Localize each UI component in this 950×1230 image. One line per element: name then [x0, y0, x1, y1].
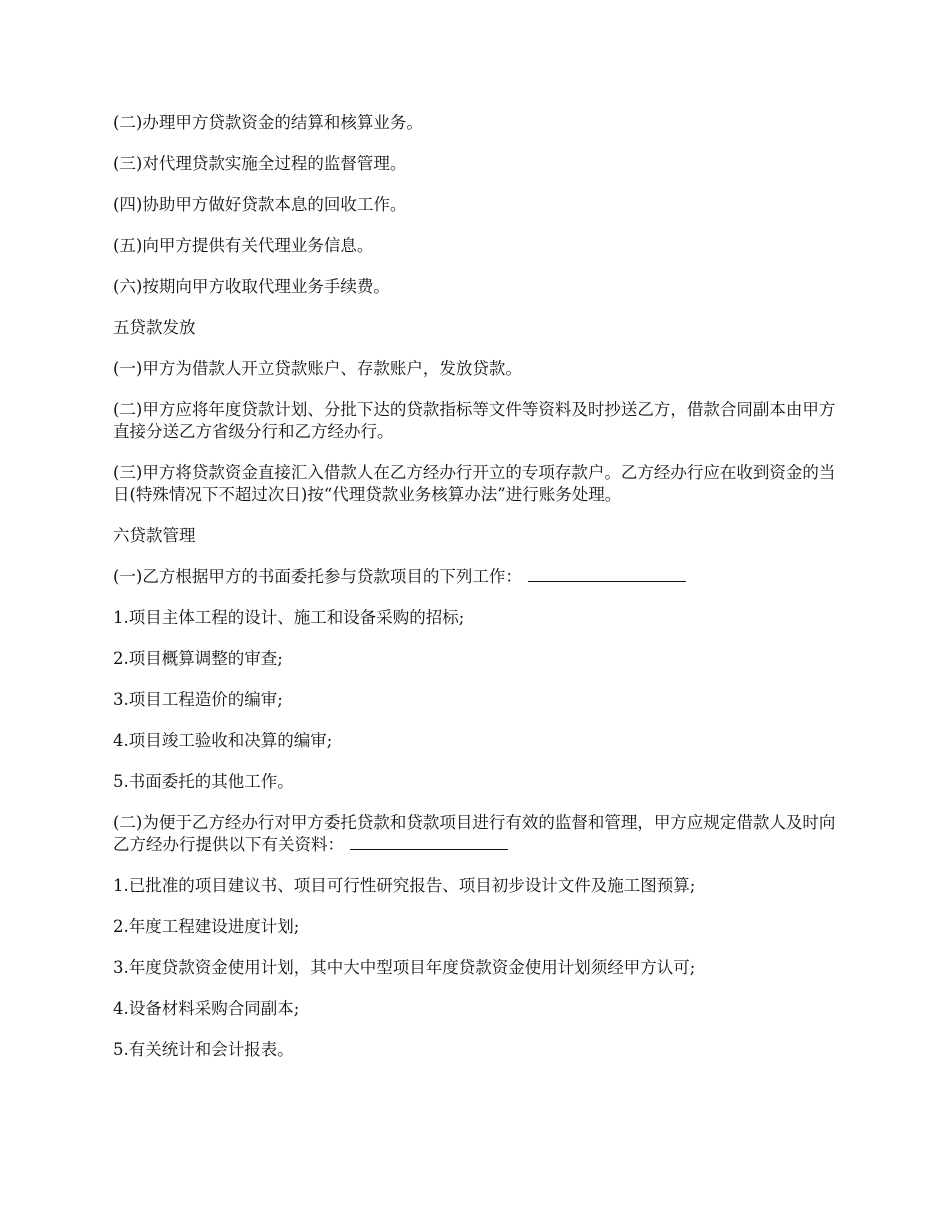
document-body	[113, 112, 837, 1080]
section-heading: 五贷款发放	[113, 318, 196, 337]
paragraph: (五)向甲方提供有关代理业务信息。	[113, 236, 374, 255]
list-item: 1.已批准的项目建议书、项目可行性研究报告、项目初步设计文件及施工图预算;	[113, 876, 696, 895]
list-item: 5.有关统计和会计报表。	[113, 1040, 294, 1059]
list-item: 3.年度贷款资金使用计划，其中大中型项目年度贷款资金使用计划须经甲方认可;	[113, 958, 696, 977]
list-item: 5.书面委托的其他工作。	[113, 772, 294, 791]
paragraph: (一)乙方根据甲方的书面委托参与贷款项目的下列工作：	[113, 566, 837, 588]
paragraph: (一)甲方为借款人开立贷款账户、存款账户，发放贷款。	[113, 359, 522, 378]
list-item: 4.项目竣工验收和决算的编审;	[113, 731, 333, 750]
list-item: 1.项目主体工程的设计、施工和设备采购的招标;	[113, 608, 465, 627]
paragraph: (三)对代理贷款实施全过程的监督管理。	[113, 154, 407, 173]
paragraph: (三)甲方将贷款资金直接汇入借款人在乙方经办行开立的专项存款户。乙方经办行应在收到资金的当日(特殊情况下不超过次日)按“代理贷款业务核算办法”进行账务处理。	[113, 463, 836, 504]
paragraph: (四)协助甲方做好贷款本息的回收工作。	[113, 195, 407, 214]
list-item: 4.设备材料采购合同副本;	[113, 999, 300, 1018]
paragraph: (二)为便于乙方经办行对甲方委托贷款和贷款项目进行有效的监督和管理，甲方应规定借款人及时向乙方经办行提供以下有关资料：	[113, 813, 836, 854]
list-item: 3.项目工程造价的编审;	[113, 690, 283, 709]
paragraph: (二)办理甲方贷款资金的结算和核算业务。	[113, 113, 423, 132]
list-item: 2.项目概算调整的审查;	[113, 649, 283, 668]
fill-in-blank-line	[350, 835, 508, 850]
fill-in-blank-line	[528, 567, 686, 582]
list-item: 2.年度工程建设进度计划;	[113, 917, 300, 936]
paragraph: (二)甲方应将年度贷款计划、分批下达的贷款指标等文件等资料及时抄送乙方，借款合同副本由甲方直接分送乙方省级分行和乙方经办行。	[113, 400, 836, 441]
paragraph: (六)按期向甲方收取代理业务手续费。	[113, 277, 390, 296]
section-heading: 六贷款管理	[113, 526, 196, 545]
